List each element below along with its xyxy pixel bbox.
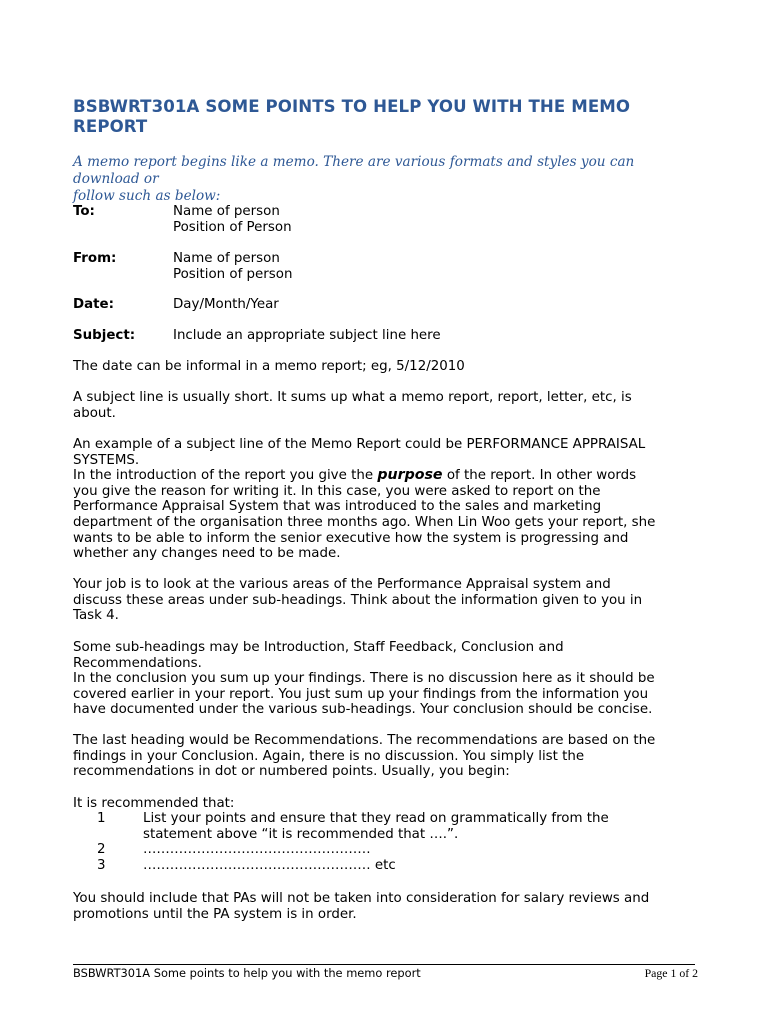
list-item-text: …………………………………………… (143, 842, 371, 858)
intro-line: follow such as below: (73, 188, 221, 204)
paragraph-subject (73, 390, 698, 421)
paragraph-line: Some sub-headings may be Introduction, Staff Feedback, Conclusion and (73, 640, 564, 655)
paragraph-line: Recommendations. (73, 655, 202, 671)
paragraph-line: wants to be able to inform the senior executive how the system is progressing and (73, 530, 629, 546)
memo-from-label: From: (73, 251, 117, 266)
paragraph-line: SYSTEMS. (73, 452, 140, 468)
footer-divider (73, 964, 695, 965)
paragraph-date (73, 359, 698, 375)
paragraph-line: have documented under the various sub-headings. Your conclusion should be concise. (73, 702, 653, 718)
paragraph-line: An example of a subject line of the Memo Report could be PERFORMANCE APPRAISAL (73, 437, 646, 452)
memo-from-value (173, 251, 292, 282)
document-page (73, 0, 698, 1024)
paragraph-line: Performance Appraisal System that was introduced to the sales and marketing (73, 499, 602, 515)
page-number: Page 1 of 2 (644, 966, 698, 980)
list-item-text: List your points and ensure that they read on grammatically from the (143, 811, 609, 826)
paragraph-line: A subject line is usually short. It sums up what a memo report, report, letter, etc, is (73, 390, 632, 405)
paragraph-line: Your job is to look at the various areas of the Performance Appraisal system and (73, 577, 611, 592)
memo-to-value (173, 204, 292, 235)
paragraph-line (73, 468, 698, 484)
paragraph-line: In the conclusion you sum up your findings. There is no discussion here as it should be (73, 671, 655, 687)
paragraph-line: The last heading would be Recommendations. The recommendations are based on the (73, 733, 656, 748)
memo-date-value: Day/Month/Year (173, 297, 279, 312)
paragraph-line: Task 4. (73, 608, 119, 624)
paragraph-line: discuss these areas under sub-headings. Think about the information given to you in (73, 592, 643, 608)
footer-title: BSBWRT301A Some points to help you with the memo report (73, 966, 421, 980)
list-item-text: …………………………………………… etc (143, 857, 396, 873)
paragraph-line: findings in your Conclusion. Again, there is no discussion. You simply list the (73, 748, 585, 764)
paragraph-subheadings (73, 640, 698, 718)
intro-text (73, 154, 693, 205)
intro-text-before: In the introduction of the report you give the (73, 468, 378, 484)
paragraph-line: It is recommended that: (73, 796, 235, 811)
paragraph-example (73, 437, 698, 562)
title-line: REPORT (73, 117, 148, 136)
memo-to-position: Position of Person (173, 219, 292, 235)
list-item-text: statement above “it is recommended that ….”. (143, 826, 459, 842)
title-line: BSBWRT301A SOME POINTS TO HELP YOU WITH THE MEMO (73, 97, 631, 116)
page-title (73, 97, 698, 137)
list-item (73, 842, 698, 858)
list-item (73, 811, 698, 842)
paragraph-line: about. (73, 405, 116, 421)
paragraph-line: covered earlier in your report. You just sum up your findings from the information you (73, 686, 649, 702)
list-item (73, 858, 698, 874)
paragraph-line: department of the organisation three months ago. When Lin Woo gets your report, she (73, 514, 656, 530)
paragraph-job (73, 577, 698, 624)
list-number: 1 (97, 811, 106, 826)
paragraph-recommendations (73, 733, 698, 780)
memo-subject-label: Subject: (73, 328, 136, 343)
numbered-list (73, 811, 698, 873)
memo-to-label: To: (73, 204, 95, 219)
paragraph-line: You should include that PAs will not be taken into consideration for salary reviews and (73, 891, 650, 906)
paragraph-line: promotions until the PA system is in order. (73, 906, 357, 922)
purpose-emphasis: purpose (377, 467, 443, 484)
paragraph-line: The date can be informal in a memo report; eg, 5/12/2010 (73, 359, 465, 374)
paragraph-line: recommendations in dot or numbered points. Usually, you begin: (73, 764, 510, 780)
memo-from-name: Name of person (173, 251, 280, 266)
paragraph-recommended-intro (73, 796, 698, 812)
memo-subject-value: Include an appropriate subject line here (173, 328, 441, 343)
memo-to-name: Name of person (173, 204, 280, 219)
list-number: 2 (97, 842, 106, 858)
list-number: 3 (97, 857, 106, 873)
memo-from-position: Position of person (173, 266, 293, 282)
paragraph-line: whether any changes need to be made. (73, 546, 341, 562)
paragraph-line: you give the reason for writing it. In this case, you were asked to report on the (73, 483, 601, 499)
memo-date-label: Date: (73, 297, 114, 312)
intro-line: A memo report begins like a memo. There are various formats and styles you can download or (73, 154, 635, 187)
paragraph-include (73, 891, 698, 922)
intro-text-after: of the report. In other words (442, 468, 637, 484)
